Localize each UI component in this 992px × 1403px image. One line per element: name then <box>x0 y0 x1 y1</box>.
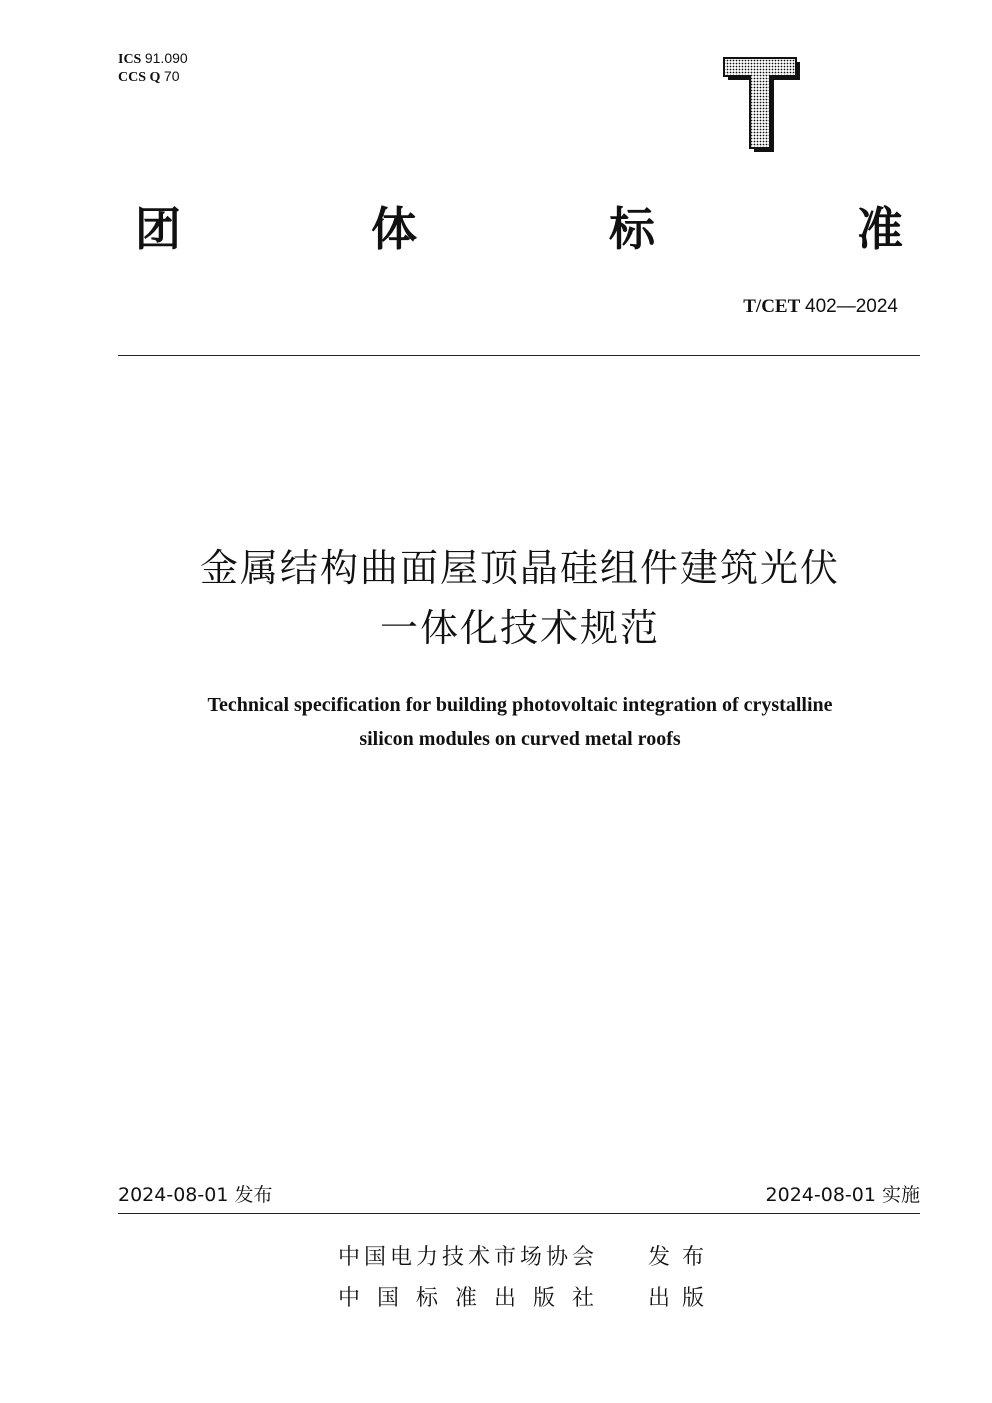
title-en-line-2: silicon modules on curved metal roofs <box>359 728 681 750</box>
title-cn-line-1: 金属结构曲面屋顶晶硅组件建筑光伏 <box>199 546 840 590</box>
ics-code <box>118 50 188 68</box>
publisher-role-1: 发布 <box>648 1245 717 1270</box>
standard-prefix: T/CET <box>743 296 801 317</box>
title-en-line-1: Technical specification for building photovoltaic integration of crystalline <box>207 694 833 716</box>
footer-divider <box>118 1213 920 1214</box>
publisher-org-2: 中国标准出版社 <box>338 1286 612 1311</box>
ics-label: ICS <box>118 52 142 67</box>
ccs-value: 70 <box>163 68 180 84</box>
heading-char-2: 体 <box>371 202 417 256</box>
standard-number-value: 402—2024 <box>805 296 898 317</box>
standard-number <box>743 296 898 318</box>
implementation-date: 2024-08-01 实施 <box>765 1184 920 1206</box>
heading-char-1: 团 <box>135 202 181 256</box>
ics-value: 91.090 <box>144 50 188 66</box>
t-logo-icon <box>720 56 804 156</box>
document-type-heading <box>135 198 910 260</box>
title-cn-line-2: 一体化技术规范 <box>379 606 660 650</box>
header-divider <box>118 355 920 356</box>
heading-char-4: 准 <box>857 202 903 256</box>
ccs-code <box>118 68 188 86</box>
heading-char-3: 标 <box>609 202 655 256</box>
publisher-org-1: 中国电力技术市场协会 <box>338 1245 599 1270</box>
classification-codes <box>118 50 188 86</box>
publisher-role-2: 出版 <box>648 1286 717 1311</box>
ccs-label: CCS Q <box>118 70 161 85</box>
issue-date: 2024-08-01 发布 <box>118 1184 273 1206</box>
